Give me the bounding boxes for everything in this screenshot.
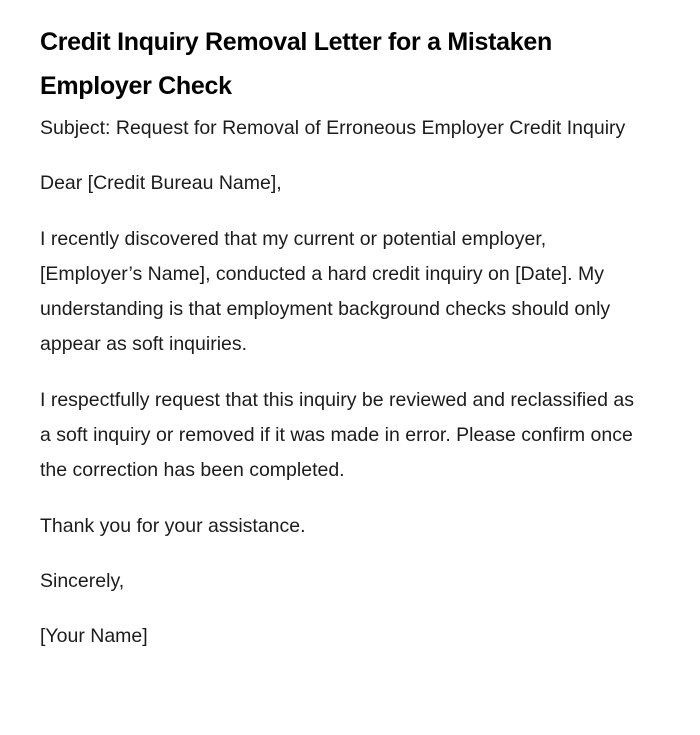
salutation: Dear [Credit Bureau Name], [40,172,282,195]
page-title: Credit Inquiry Removal Letter for a Mistaken Employer Check [40,28,552,100]
subject-line: Subject: Request for Removal of Erroneous Employer Credit Inquiry [40,117,626,139]
letter [40,20,650,675]
signature-placeholder: [Your Name] [40,625,148,648]
closing-line: Sincerely, [40,569,125,592]
body-paragraph: I respectfully request that this inquiry be reviewed and reclassified as a soft inquiry or removed if it was made in error. Please confirm once the correction has been completed. [40,388,634,482]
thanks-line: Thank you for your assistance. [40,514,306,537]
body-paragraph: I recently discovered that my current or potential employer, [Employer’s Name], conducted a hard credit inquiry on [Date]. My understanding is that employment background checks should only appear as soft inquiries. [40,227,611,356]
